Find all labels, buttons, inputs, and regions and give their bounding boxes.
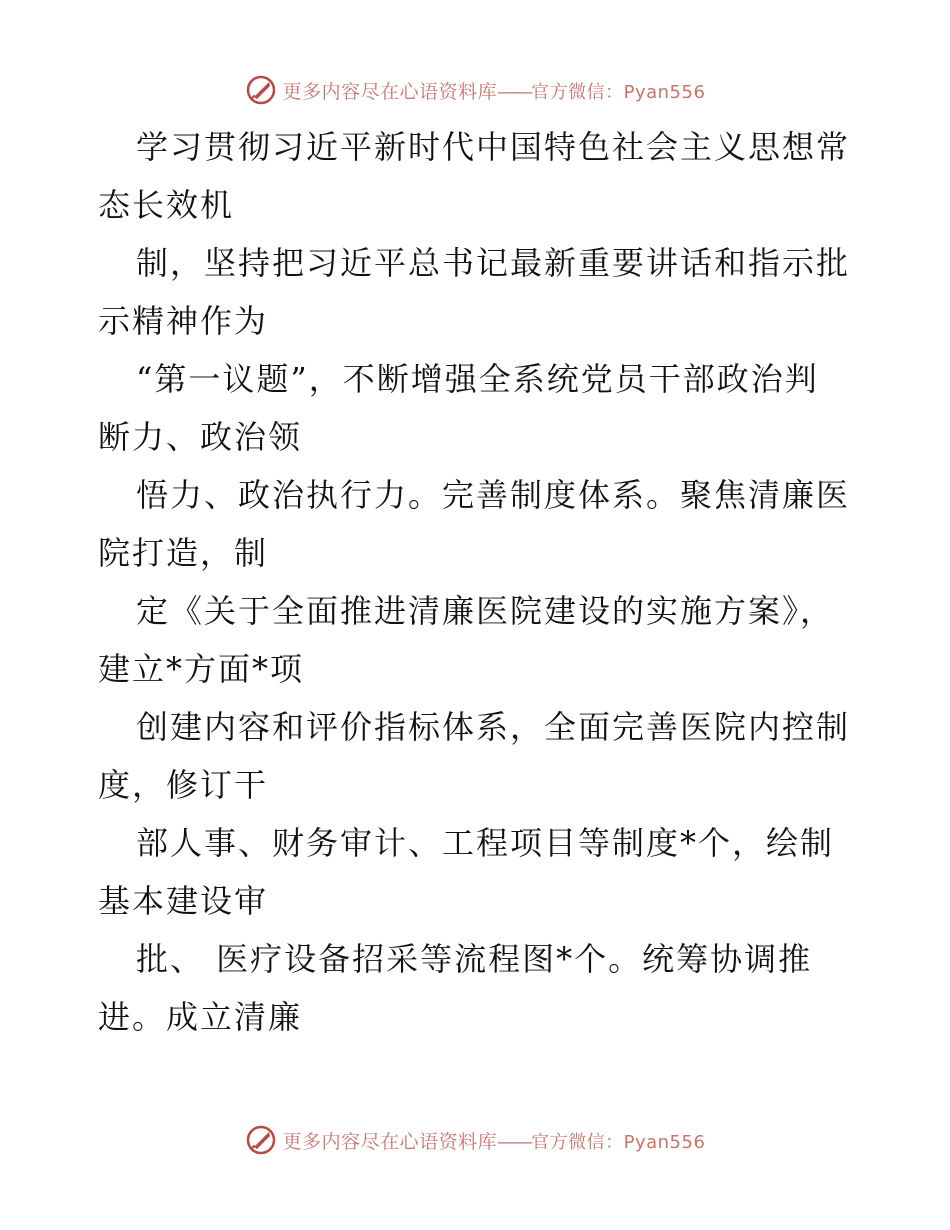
text-line: 院打造，制 — [98, 534, 269, 572]
quill-pen-logo-icon — [245, 1124, 277, 1156]
text-line: 建立*方面*项 — [98, 650, 305, 688]
watermark-text: 更多内容尽在心语资料库——官方微信：Pyan556 — [282, 80, 706, 103]
text-line: 进。成立清廉 — [98, 998, 303, 1036]
header-watermark — [0, 70, 950, 110]
document-body — [98, 118, 868, 1046]
text-line: 基本建设审 — [98, 882, 269, 920]
text-line: 态长效机 — [98, 186, 235, 224]
text-line: 批、 医疗设备招采等流程图*个。统筹协调推 — [136, 940, 813, 978]
text-line: 创建内容和评价指标体系，全面完善医院内控制 — [136, 708, 851, 746]
text-line: 断力、政治领 — [98, 418, 303, 456]
text-line: 悟力、政治执行力。完善制度体系。聚焦清廉医 — [136, 476, 851, 514]
text-line: 制，坚持把习近平总书记最新重要讲话和指示批 — [136, 244, 851, 282]
footer-watermark — [0, 1120, 950, 1160]
text-line: 学习贯彻习近平新时代中国特色社会主义思想常 — [136, 128, 851, 166]
quill-pen-logo-icon — [245, 74, 277, 106]
text-line: 示精神作为 — [98, 302, 269, 340]
text-line: 部人事、财务审计、工程项目等制度*个，绘制 — [136, 824, 835, 862]
text-line: “第一议题”，不断增强全系统党员干部政治判 — [136, 360, 819, 398]
text-line: 定《关于全面推进清廉医院建设的实施方案》， — [136, 592, 835, 630]
watermark-text: 更多内容尽在心语资料库——官方微信：Pyan556 — [282, 1130, 706, 1153]
text-line: 度，修订干 — [98, 766, 269, 804]
